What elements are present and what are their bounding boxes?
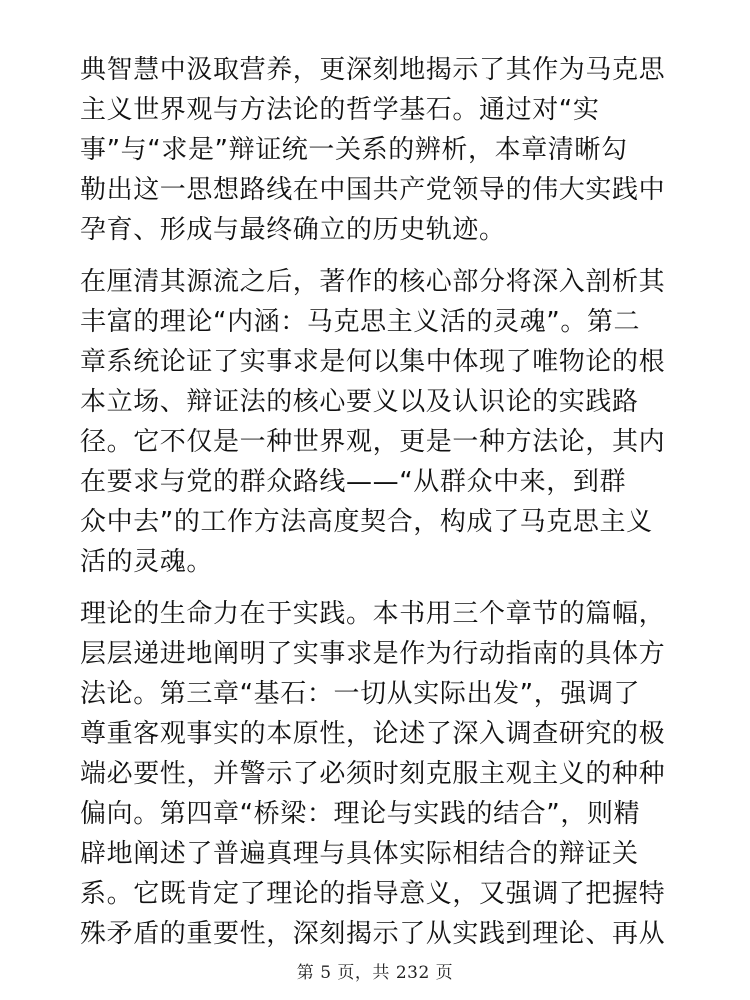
text-line: 在厘清其源流之后，著作的核心部分将深入剖析其 xyxy=(80,267,666,297)
text-line: 尊重客观事实的本原性，论述了深入调查研究的极 xyxy=(80,719,666,749)
text-line: 典智慧中汲取营养，更深刻地揭示了其作为马克思 xyxy=(80,55,666,85)
text-line: 众中去”的工作方法高度契合，构成了马克思主义 xyxy=(80,507,653,537)
text-line: 孕育、形成与最终确立的历史轨迹。 xyxy=(80,215,506,245)
text-line: 主义世界观与方法论的哲学基石。通过对“实 xyxy=(80,95,600,125)
text-line: 径。它不仅是一种世界观，更是一种方法论，其内 xyxy=(80,427,666,457)
document-body xyxy=(80,50,672,966)
text-line: 在要求与党的群众路线——“从群众中来，到群 xyxy=(80,467,627,497)
text-line: 事”与“求是”辩证统一关系的辨析，本章清晰勾 xyxy=(80,135,628,165)
text-line: 系。它既肯定了理论的指导意义，又强调了把握特 xyxy=(80,879,666,909)
text-line: 勒出这一思想路线在中国共产党领导的伟大实践中 xyxy=(80,175,666,205)
text-line: 章系统论证了实事求是何以集中体现了唯物论的根 xyxy=(80,347,666,377)
text-line: 理论的生命力在于实践。本书用三个章节的篇幅， xyxy=(80,599,666,629)
paragraph-1 xyxy=(80,50,672,250)
text-line: 偏向。第四章“桥梁：理论与实践的结合”，则精 xyxy=(80,799,641,829)
page-number-footer: 第 5 页，共 232 页 xyxy=(296,963,454,983)
text-line: 殊矛盾的重要性，深刻揭示了从实践到理论、再从 xyxy=(80,919,666,949)
text-line: 活的灵魂。 xyxy=(80,547,214,577)
paragraph-3 xyxy=(80,594,672,954)
text-line: 层层递进地阐明了实事求是作为行动指南的具体方 xyxy=(80,639,666,669)
text-line: 法论。第三章“基石：一切从实际出发”，强调了 xyxy=(80,679,641,709)
text-line: 端必要性，并警示了必须时刻克服主观主义的种种 xyxy=(80,759,666,789)
text-line: 本立场、辩证法的核心要义以及认识论的实践路 xyxy=(80,387,639,417)
text-line: 辟地阐述了普遍真理与具体实际相结合的辩证关 xyxy=(80,839,639,869)
text-line: 丰富的理论“内涵：马克思主义活的灵魂”。第二 xyxy=(80,307,641,337)
paragraph-2 xyxy=(80,262,672,582)
